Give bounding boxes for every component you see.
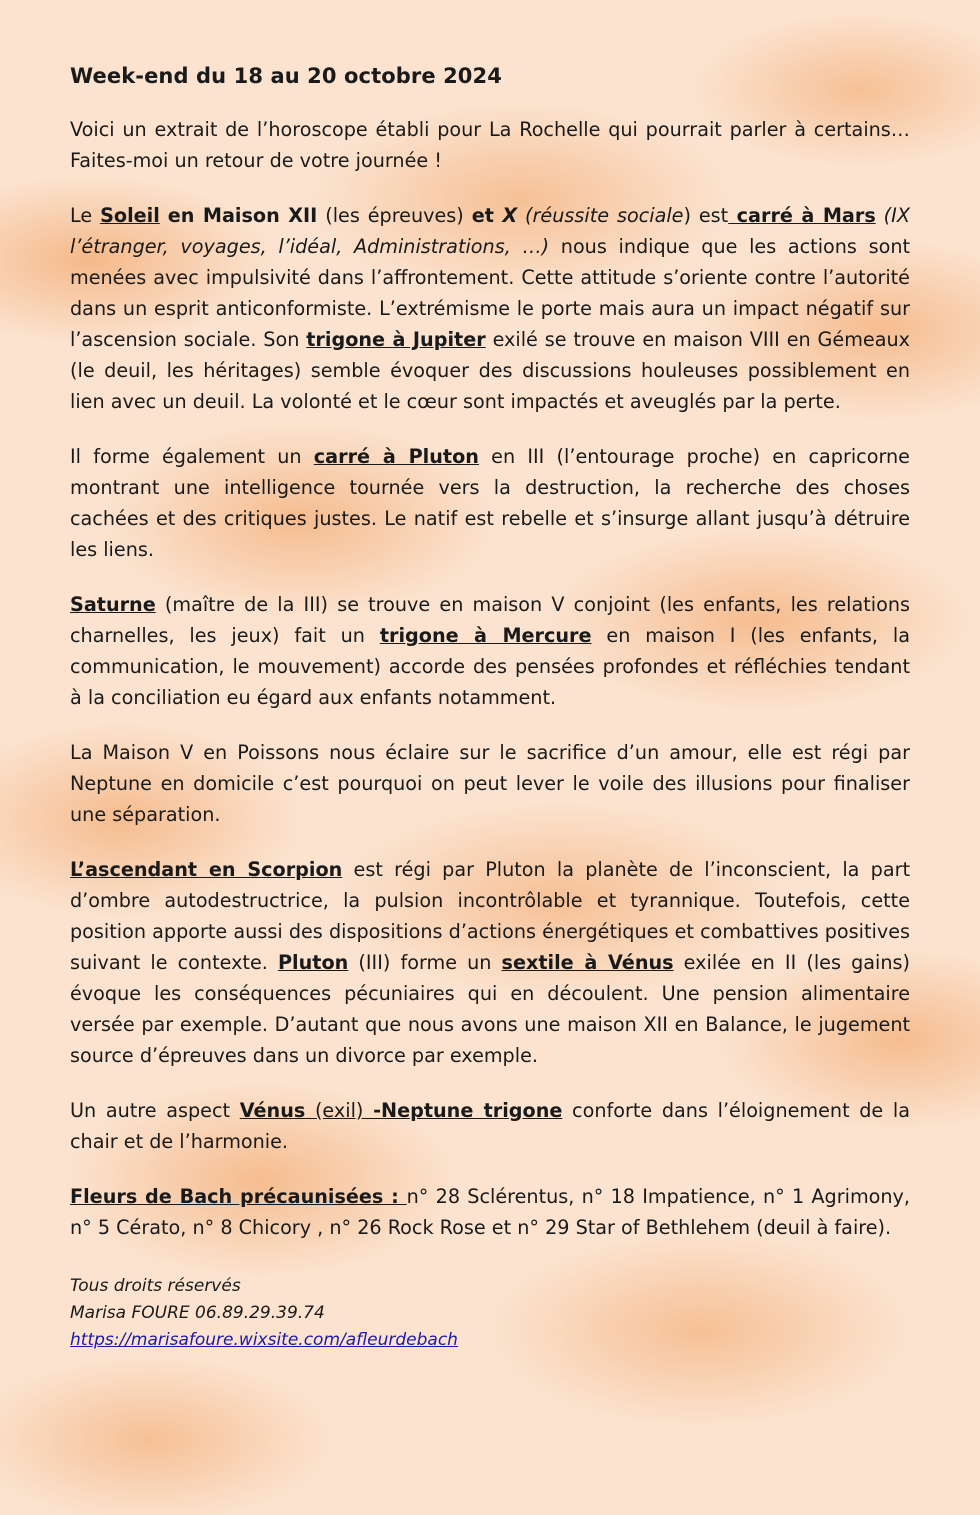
keyword-x: X (502, 204, 518, 227)
text: (les épreuves) (317, 204, 472, 227)
text (876, 204, 884, 227)
text: Il forme également un (70, 445, 314, 468)
paragraph-pluton (70, 441, 910, 565)
intro-paragraph: Voici un extrait de l’horoscope établi pour La Rochelle qui pourrait parler à certains… Faites-moi un retour de votre journée ! (70, 118, 910, 172)
text: Le (70, 204, 101, 227)
text: exilée en II (les gains) évoque les conséquences pécuniaires qui en découlent. Une pension alimentaire versée par exemple. D’autant que nous avons une maison XII en Balance, le jugement source d’épreuves dans un divorce par exemple. (70, 951, 910, 1067)
paragraph-saturne (70, 589, 910, 713)
text: Un autre aspect (70, 1099, 240, 1122)
text: en III (l’entourage proche) en capricorne montrant une intelligence tournée vers la destruction, la recherche des choses cachées et des critiques justes. Le natif est rebelle et s’insurge allant jusqu’à détruire les liens. (70, 445, 910, 561)
paragraph-fleurs (70, 1181, 910, 1243)
text: est régi par Pluton la planète de l’inconscient, la part d’ombre autodestructrice, la pulsion incontrôlable et tyrannique. Toutefois, cette position apporte aussi des dispositions d’actions énergétiques et combattives positives suivant le contexte. (70, 858, 910, 974)
text-ix: (IX l’étranger, voyages, l’idéal, Administrations, …) (70, 204, 910, 258)
keyword-soleil: Soleil (100, 204, 160, 227)
keyword-saturne: Saturne (70, 593, 156, 616)
keyword-pluton: Pluton (277, 951, 349, 974)
text: (III) forme un (348, 951, 502, 974)
document-page (70, 64, 910, 1354)
keyword-et: et (471, 204, 503, 227)
author-contact: Marisa FOURE 06.89.29.39.74 (70, 1303, 325, 1323)
paragraph-maison-v: La Maison V en Poissons nous éclaire sur le sacrifice d’un amour, elle est régi par Neptune en domicile c’est pourquoi on peut lever le voile des illusions pour finaliser une séparation. (70, 741, 910, 826)
text-reussite: (réussite sociale (517, 204, 684, 227)
text: ) est (683, 204, 729, 227)
text-exil: (exil) (305, 1099, 374, 1122)
keyword-maison-xii: en Maison XII (167, 204, 318, 227)
keyword-carre-pluton: carré à Pluton (313, 445, 479, 468)
keyword-sextile-venus: sextile à Vénus (501, 951, 674, 974)
page-title: Week-end du 18 au 20 octobre 2024 (70, 64, 502, 88)
keyword-trigone-mercure: trigone à Mercure (379, 624, 592, 647)
rights-text: Tous droits réservés (70, 1276, 241, 1296)
keyword-neptune-trigone: -Neptune trigone (373, 1099, 563, 1122)
paragraph-soleil (70, 200, 910, 417)
text: (maître de la III) se trouve en maison V conjoint (les enfants, les relations charnelles, les jeux) fait un (70, 593, 910, 647)
keyword-trigone-jupiter: trigone à Jupiter (306, 328, 486, 351)
text: n° 28 Sclérentus, n° 18 Impatience, n° 1 Agrimony, n° 5 Cérato, n° 8 Chicory , n° 26 Rock Rose et n° 29 Star of Bethlehem (deuil à faire). (70, 1185, 911, 1239)
link-row (70, 1327, 910, 1354)
footer (70, 1273, 910, 1354)
paragraph-venus (70, 1095, 910, 1157)
website-link[interactable]: https://marisafoure.wixsite.com/afleurdebach (70, 1330, 458, 1350)
text (160, 204, 168, 227)
keyword-carre-mars: carré à Mars (728, 204, 876, 227)
keyword-venus: Vénus (239, 1099, 306, 1122)
paragraph-ascendant (70, 854, 910, 1071)
text: exilé se trouve en maison VIII en Gémeaux (le deuil, les héritages) semble évoquer des discussions houleuses possiblement en lien avec un deuil. La volonté et le cœur sont impactés et aveuglés par la perte. (70, 328, 910, 413)
keyword-fleurs-de-bach: Fleurs de Bach précaunisées : (70, 1185, 407, 1208)
keyword-ascendant: L’ascendant en Scorpion (70, 858, 343, 881)
text: en maison I (les enfants, la communication, le mouvement) accorde des pensées profondes et réfléchies tendant à la conciliation eu égard aux enfants notamment. (70, 624, 910, 709)
text: nous indique que les actions sont menées avec impulsivité dans l’affrontement. Cette attitude s’oriente contre l’autorité dans un esprit anticonformiste. L’extrémisme le porte mais aura un impact négatif sur l’ascension sociale. Son (70, 235, 910, 351)
text: conforte dans l’éloignement de la chair et de l’harmonie. (70, 1099, 910, 1153)
